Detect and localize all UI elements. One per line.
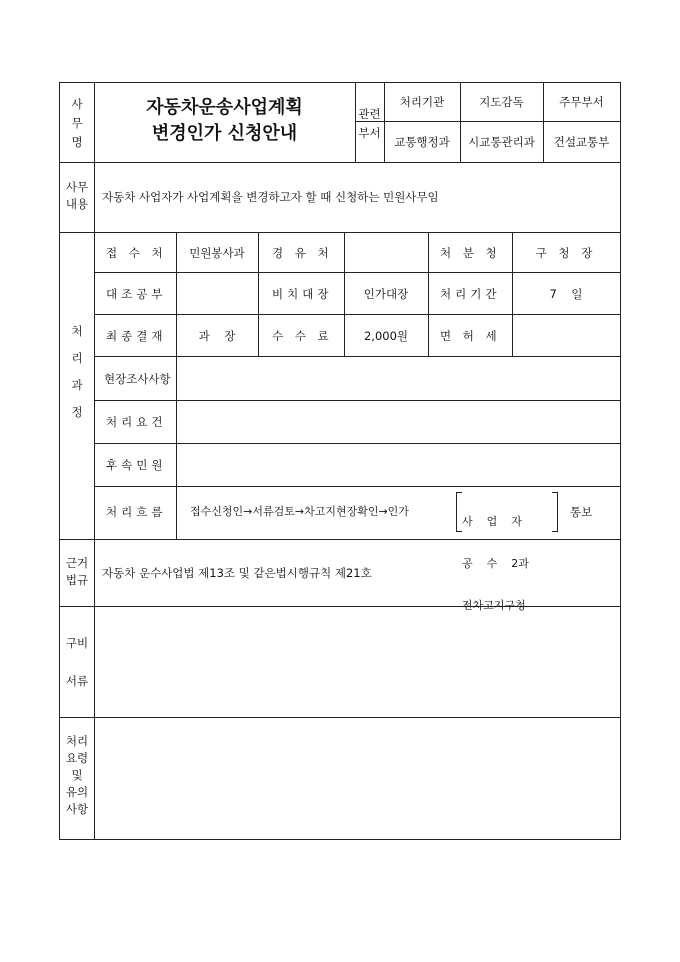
divider xyxy=(94,356,620,357)
via-label: 경 유 처 xyxy=(272,246,333,260)
divider xyxy=(94,443,620,444)
register-value: 인가대장 xyxy=(363,287,409,301)
col-header-supervision: 지도감독 xyxy=(479,95,524,109)
flow-text: 접수신청인→서류검토→차고지현장확인→인가 xyxy=(190,505,409,518)
fee-label: 수 수 료 xyxy=(272,329,333,343)
divider xyxy=(94,400,620,401)
license-tax-label: 면 허 세 xyxy=(440,329,501,343)
followup-label: 후속민원 xyxy=(106,458,167,472)
documents-label-bottom: 서류 xyxy=(65,674,89,688)
final-approval-value: 과 장 xyxy=(198,329,236,343)
law-label: 근거 법규 xyxy=(65,556,89,587)
col-header-agency: 처리기관 xyxy=(399,95,445,109)
divider xyxy=(176,232,177,539)
supervision-value: 시교통관리과 xyxy=(468,135,535,149)
office-label: 사 무 명 xyxy=(71,97,83,149)
divider xyxy=(428,232,429,356)
divider xyxy=(258,232,259,356)
reception-value: 민원봉사과 xyxy=(189,246,245,260)
process-label: 처 리 과 정 xyxy=(71,324,83,419)
final-approval-label: 최종결재 xyxy=(106,329,167,343)
main-dept-value: 건설교통부 xyxy=(553,135,610,149)
divider xyxy=(94,83,95,839)
notes-label: 처리 요령 및 유의 사항 xyxy=(65,734,89,816)
divider xyxy=(94,314,620,315)
flow-label: 처리흐름 xyxy=(106,505,167,519)
requirement-label: 처리요건 xyxy=(106,415,167,429)
related-dept-label: 관련 부서 xyxy=(358,107,381,140)
divider xyxy=(60,717,620,718)
page-title: 자동차운송사업계획 변경인가 신청안내 xyxy=(146,97,303,144)
fee-value: 2,000원 xyxy=(363,329,409,343)
reception-label: 접 수 처 xyxy=(106,246,167,260)
flow-end: 통보 xyxy=(570,505,593,519)
divider xyxy=(60,162,620,163)
site-survey-label: 현장조사사항 xyxy=(104,372,171,386)
disposition-label: 처 분 청 xyxy=(440,246,501,260)
divider xyxy=(355,121,620,122)
content-text: 자동차 사업자가 사업계획을 변경하고자 할 때 신청하는 민원사무임 xyxy=(102,190,439,204)
law-text: 자동차 운수사업법 제13조 및 같은법시행규칙 제21호 xyxy=(102,566,372,580)
flow-targets: 사 업 자 공 수 2과 전차고지구청 xyxy=(462,515,529,612)
agency-value: 교통행정과 xyxy=(394,135,450,149)
register-label: 비치대장 xyxy=(272,287,333,301)
ledger-check-label: 대조공부 xyxy=(106,287,167,301)
disposition-value: 구 청 장 xyxy=(535,246,597,260)
flow-bracket-right xyxy=(552,492,558,532)
divider xyxy=(60,232,620,233)
application-guide-form xyxy=(59,82,621,840)
content-label: 사무 내용 xyxy=(65,180,89,211)
documents-label-top: 구비 xyxy=(65,636,89,650)
period-label: 처리기간 xyxy=(440,287,501,301)
period-value: 7 일 xyxy=(549,287,583,301)
divider xyxy=(94,272,620,273)
col-header-main-dept: 주무부서 xyxy=(559,95,604,109)
